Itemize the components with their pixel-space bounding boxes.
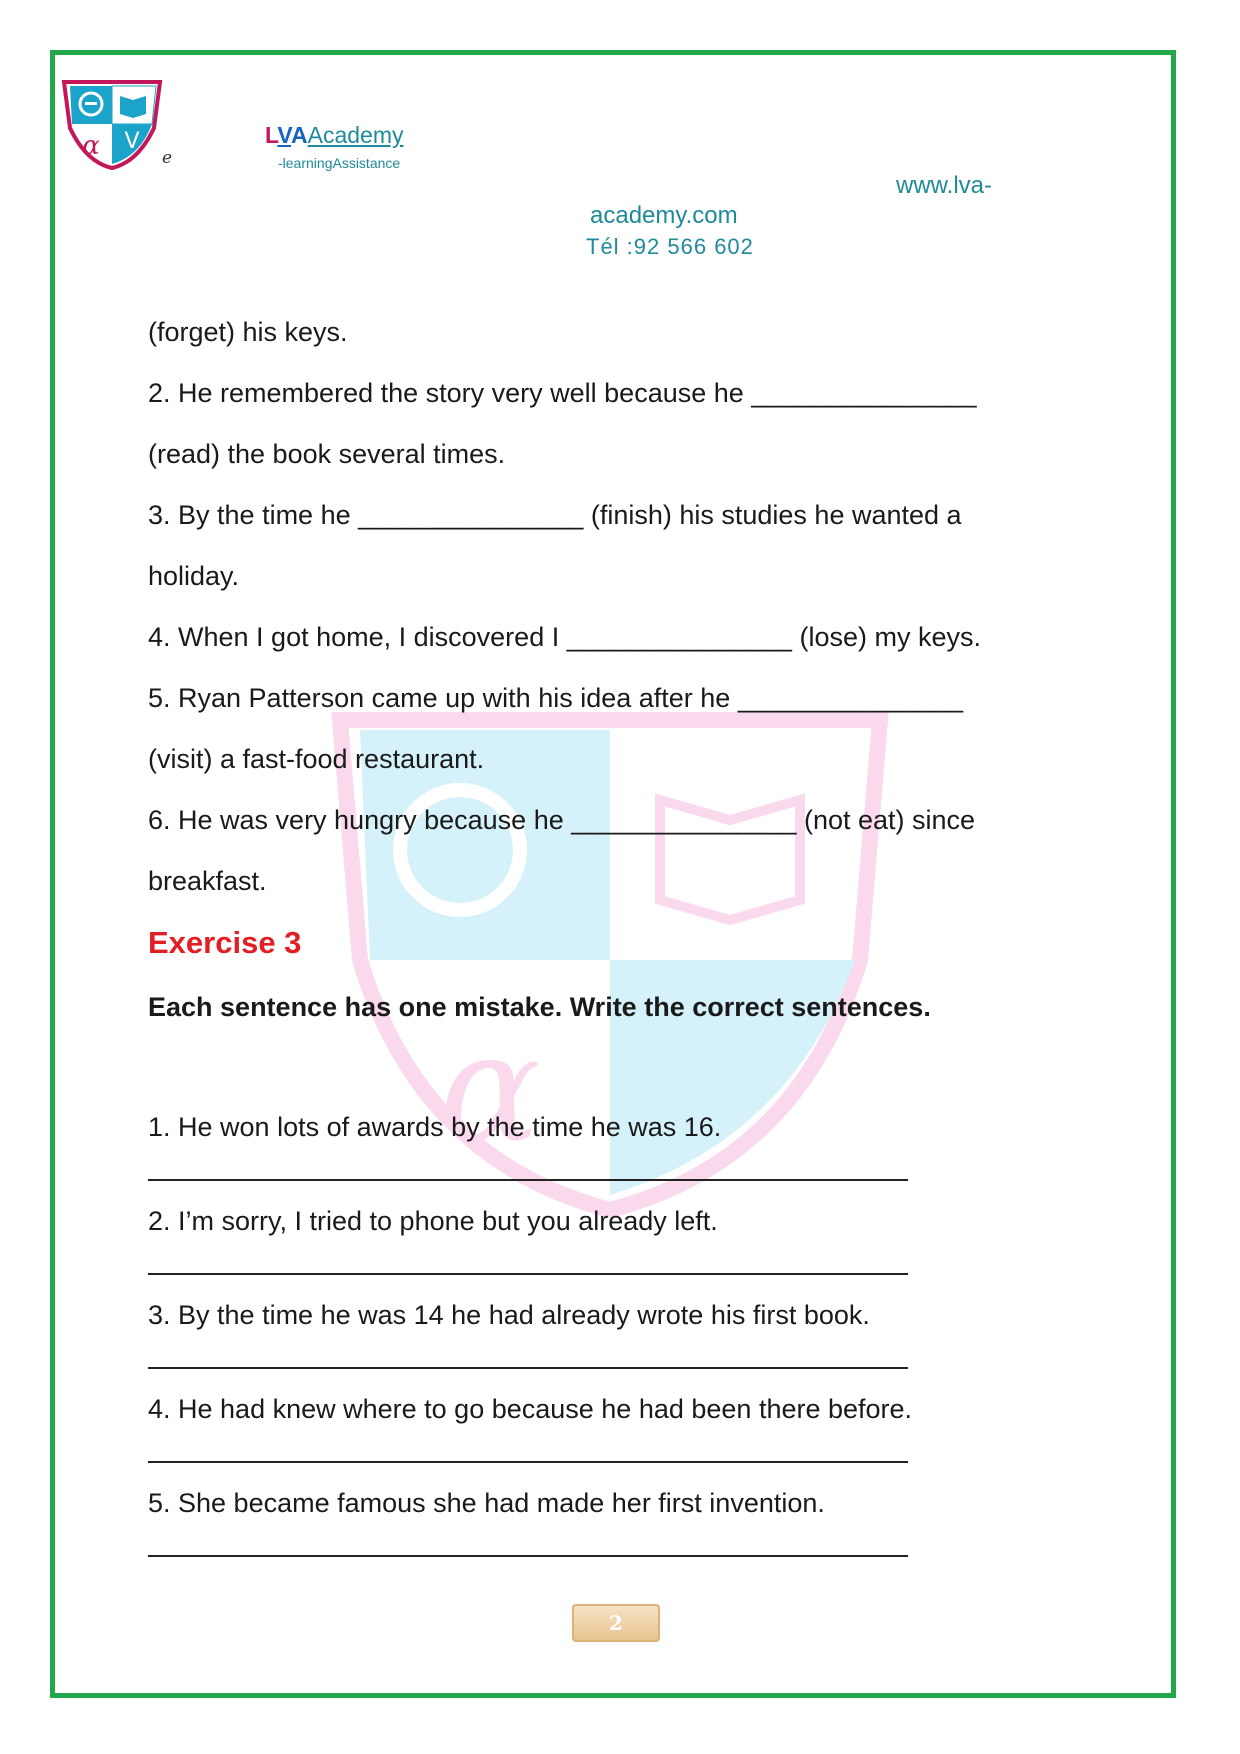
exercise3-question: 5. She became famous she had made her first invention. [148, 1488, 825, 1518]
exercise2-line: (forget) his keys. [148, 317, 348, 347]
page-number-badge: 2 [572, 1604, 660, 1642]
svg-text:V: V [124, 129, 140, 154]
exercise3-question: 4. He had knew where to go because he had been there before. [148, 1394, 913, 1424]
exercise2-line: breakfast. [148, 866, 267, 896]
phone-number: Tél :92 566 602 [586, 234, 754, 259]
exercise2-line: (read) the book several times. [148, 439, 506, 469]
worksheet-content [148, 312, 1098, 1577]
answer-line[interactable] [148, 1247, 1098, 1295]
lva-logo-icon [58, 78, 166, 170]
svg-text:α: α [439, 1002, 541, 1176]
website-link-part1[interactable]: www.lva- [896, 172, 993, 199]
answer-line[interactable] [148, 1153, 1098, 1201]
brand-letter-l: L [265, 122, 278, 148]
brand-letter-v: V [277, 122, 291, 148]
logo-e-mark: e [162, 148, 173, 168]
exercise3-instruction: Each sentence has one mistake. Write the correct sentences. [148, 992, 931, 1022]
exercise3-question: 2. I’m sorry, I tried to phone but you already left. [148, 1206, 718, 1236]
brand-tagline: -learningAssistance [278, 155, 401, 171]
website-link-part2[interactable]: academy.com [590, 202, 738, 229]
exercise2-line: 6. He was very hungry because he _______________ (not eat) since [148, 805, 976, 835]
svg-text:α: α [82, 131, 100, 161]
answer-line[interactable] [148, 1435, 1098, 1483]
exercise2-line: 5. Ryan Patterson came up with his idea after he _______________ [148, 683, 964, 713]
answer-line[interactable] [148, 1529, 1098, 1577]
answer-line[interactable] [148, 1341, 1098, 1389]
exercise2-line: 4. When I got home, I discovered I _______________ (lose) my keys. [148, 622, 981, 652]
brand-academy: Academy [307, 122, 404, 148]
exercise3-question: 1. He won lots of awards by the time he was 16. [148, 1112, 722, 1142]
exercise2-line: holiday. [148, 561, 240, 591]
brand-letter-a: A [290, 122, 308, 148]
exercise2-line: 3. By the time he _______________ (finish) his studies he wanted a [148, 500, 962, 530]
exercise2-line: (visit) a fast-food restaurant. [148, 744, 485, 774]
brand-name[interactable] [265, 122, 403, 148]
exercise3-question: 3. By the time he was 14 he had already wrote his first book. [148, 1300, 870, 1330]
exercise2-line: 2. He remembered the story very well because he _______________ [148, 378, 977, 408]
exercise3-title: Exercise 3 [148, 925, 302, 960]
